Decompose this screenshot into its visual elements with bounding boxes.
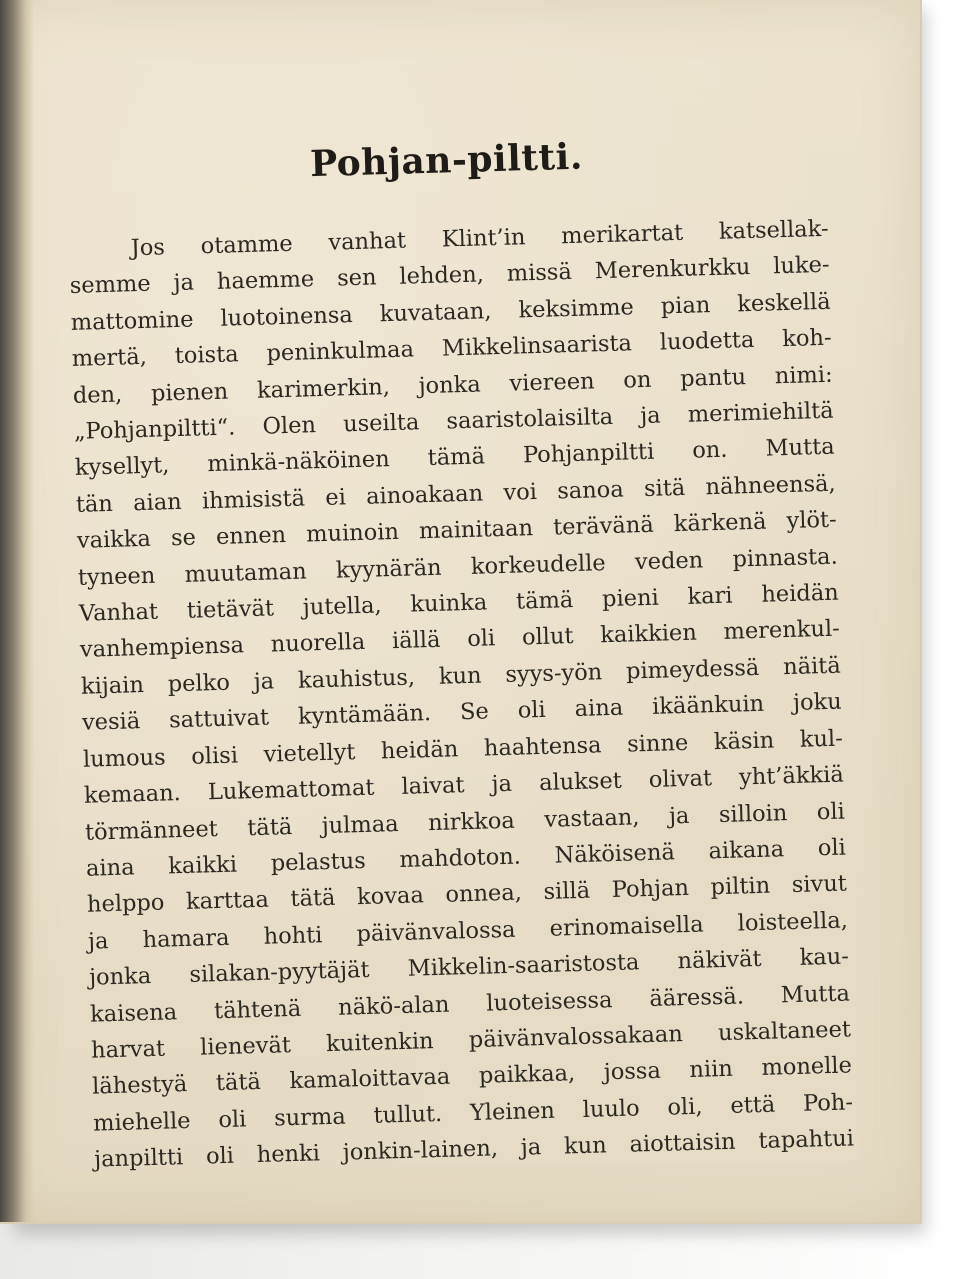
text-line: kysellyt, minkä-näköinen tämä Pohjanpiltti on. Mutta (74, 434, 835, 482)
book-binding-edge (0, 0, 34, 1222)
text-line: miehelle oli surma tullut. Yleinen luulo oli, että Poh- (92, 1089, 854, 1137)
body-paragraph (68, 211, 854, 1178)
chapter-title: Pohjan-piltti. (309, 135, 584, 186)
text-line: den, pienen karimerkin, jonka viereen on pantu nimi: (72, 361, 833, 409)
text-line: lumous olisi vietellyt heidän haahtensa sinne käsin kul- (82, 725, 844, 773)
text-line: vesiä sattuivat kyntämään. Se oli aina ikäänkuin joku (81, 688, 843, 737)
text-line: semme ja haemme sen lehden, missä Merenkurkku luke- (69, 252, 830, 300)
text-line: vaikka se ennen muinoin mainitaan terävänä kärkenä ylöt- (76, 506, 837, 555)
text-line: kijain pelko ja kauhistus, kun syys-yön pimeydessä näitä (80, 652, 842, 700)
text-line: Jos otamme vanhat Klint’in merikartat katsellak- (130, 215, 829, 262)
text-line: lähestyä tätä kamaloittavaa paikkaa, jossa niin monelle (91, 1052, 853, 1100)
text-line: vanhempiensa nuorella iällä oli ollut kaikkien merenkul- (79, 616, 841, 664)
text-block (66, 129, 854, 1178)
text-line: tyneen muutaman kyynärän korkeudelle veden pinnasta. (77, 543, 839, 591)
text-line: janpiltti oli henki jonkin-lainen, ja kun aiottaisin tapahtui (93, 1125, 855, 1173)
text-line: harvat lienevät kuitenkin päivänvalossakaan uskaltaneet (90, 1016, 852, 1064)
text-line: Vanhat tietävät jutella, kuinka tämä pieni kari heidän (78, 579, 840, 627)
text-line: ja hamara hohti päivänvalossa erinomaisella loisteella, (87, 907, 849, 955)
text-line: kaisena tähtenä näkö-alan luoteisessa ääressä. Mutta (89, 979, 851, 1028)
text-line: aina kaikki pelastus mahdoton. Näköisenä aikana oli (85, 834, 847, 882)
text-line: kemaan. Lukemattomat laivat ja alukset olivat yht’äkkiä (83, 761, 845, 809)
text-line: „Pohjanpiltti“. Olen useilta saaristolaisilta ja merimiehiltä (73, 397, 834, 445)
text-line: helppo karttaa tätä kovaa onnea, sillä Pohjan piltin sivut (86, 870, 848, 919)
text-line: jonka silakan-pyytäjät Mikkelin-saaristosta näkivät kau- (88, 943, 850, 991)
text-line: törmänneet tätä julmaa nirkkoa vastaan, ja silloin oli (84, 798, 846, 846)
text-line: mertä, toista peninkulmaa Mikkelinsaarista luodetta koh- (71, 324, 832, 373)
text-line: mattomine luotoinensa kuvataan, keksimme pian keskellä (70, 288, 831, 336)
text-line: tän aian ihmisistä ei ainoakaan voi sanoa sitä nähneensä, (75, 470, 836, 518)
